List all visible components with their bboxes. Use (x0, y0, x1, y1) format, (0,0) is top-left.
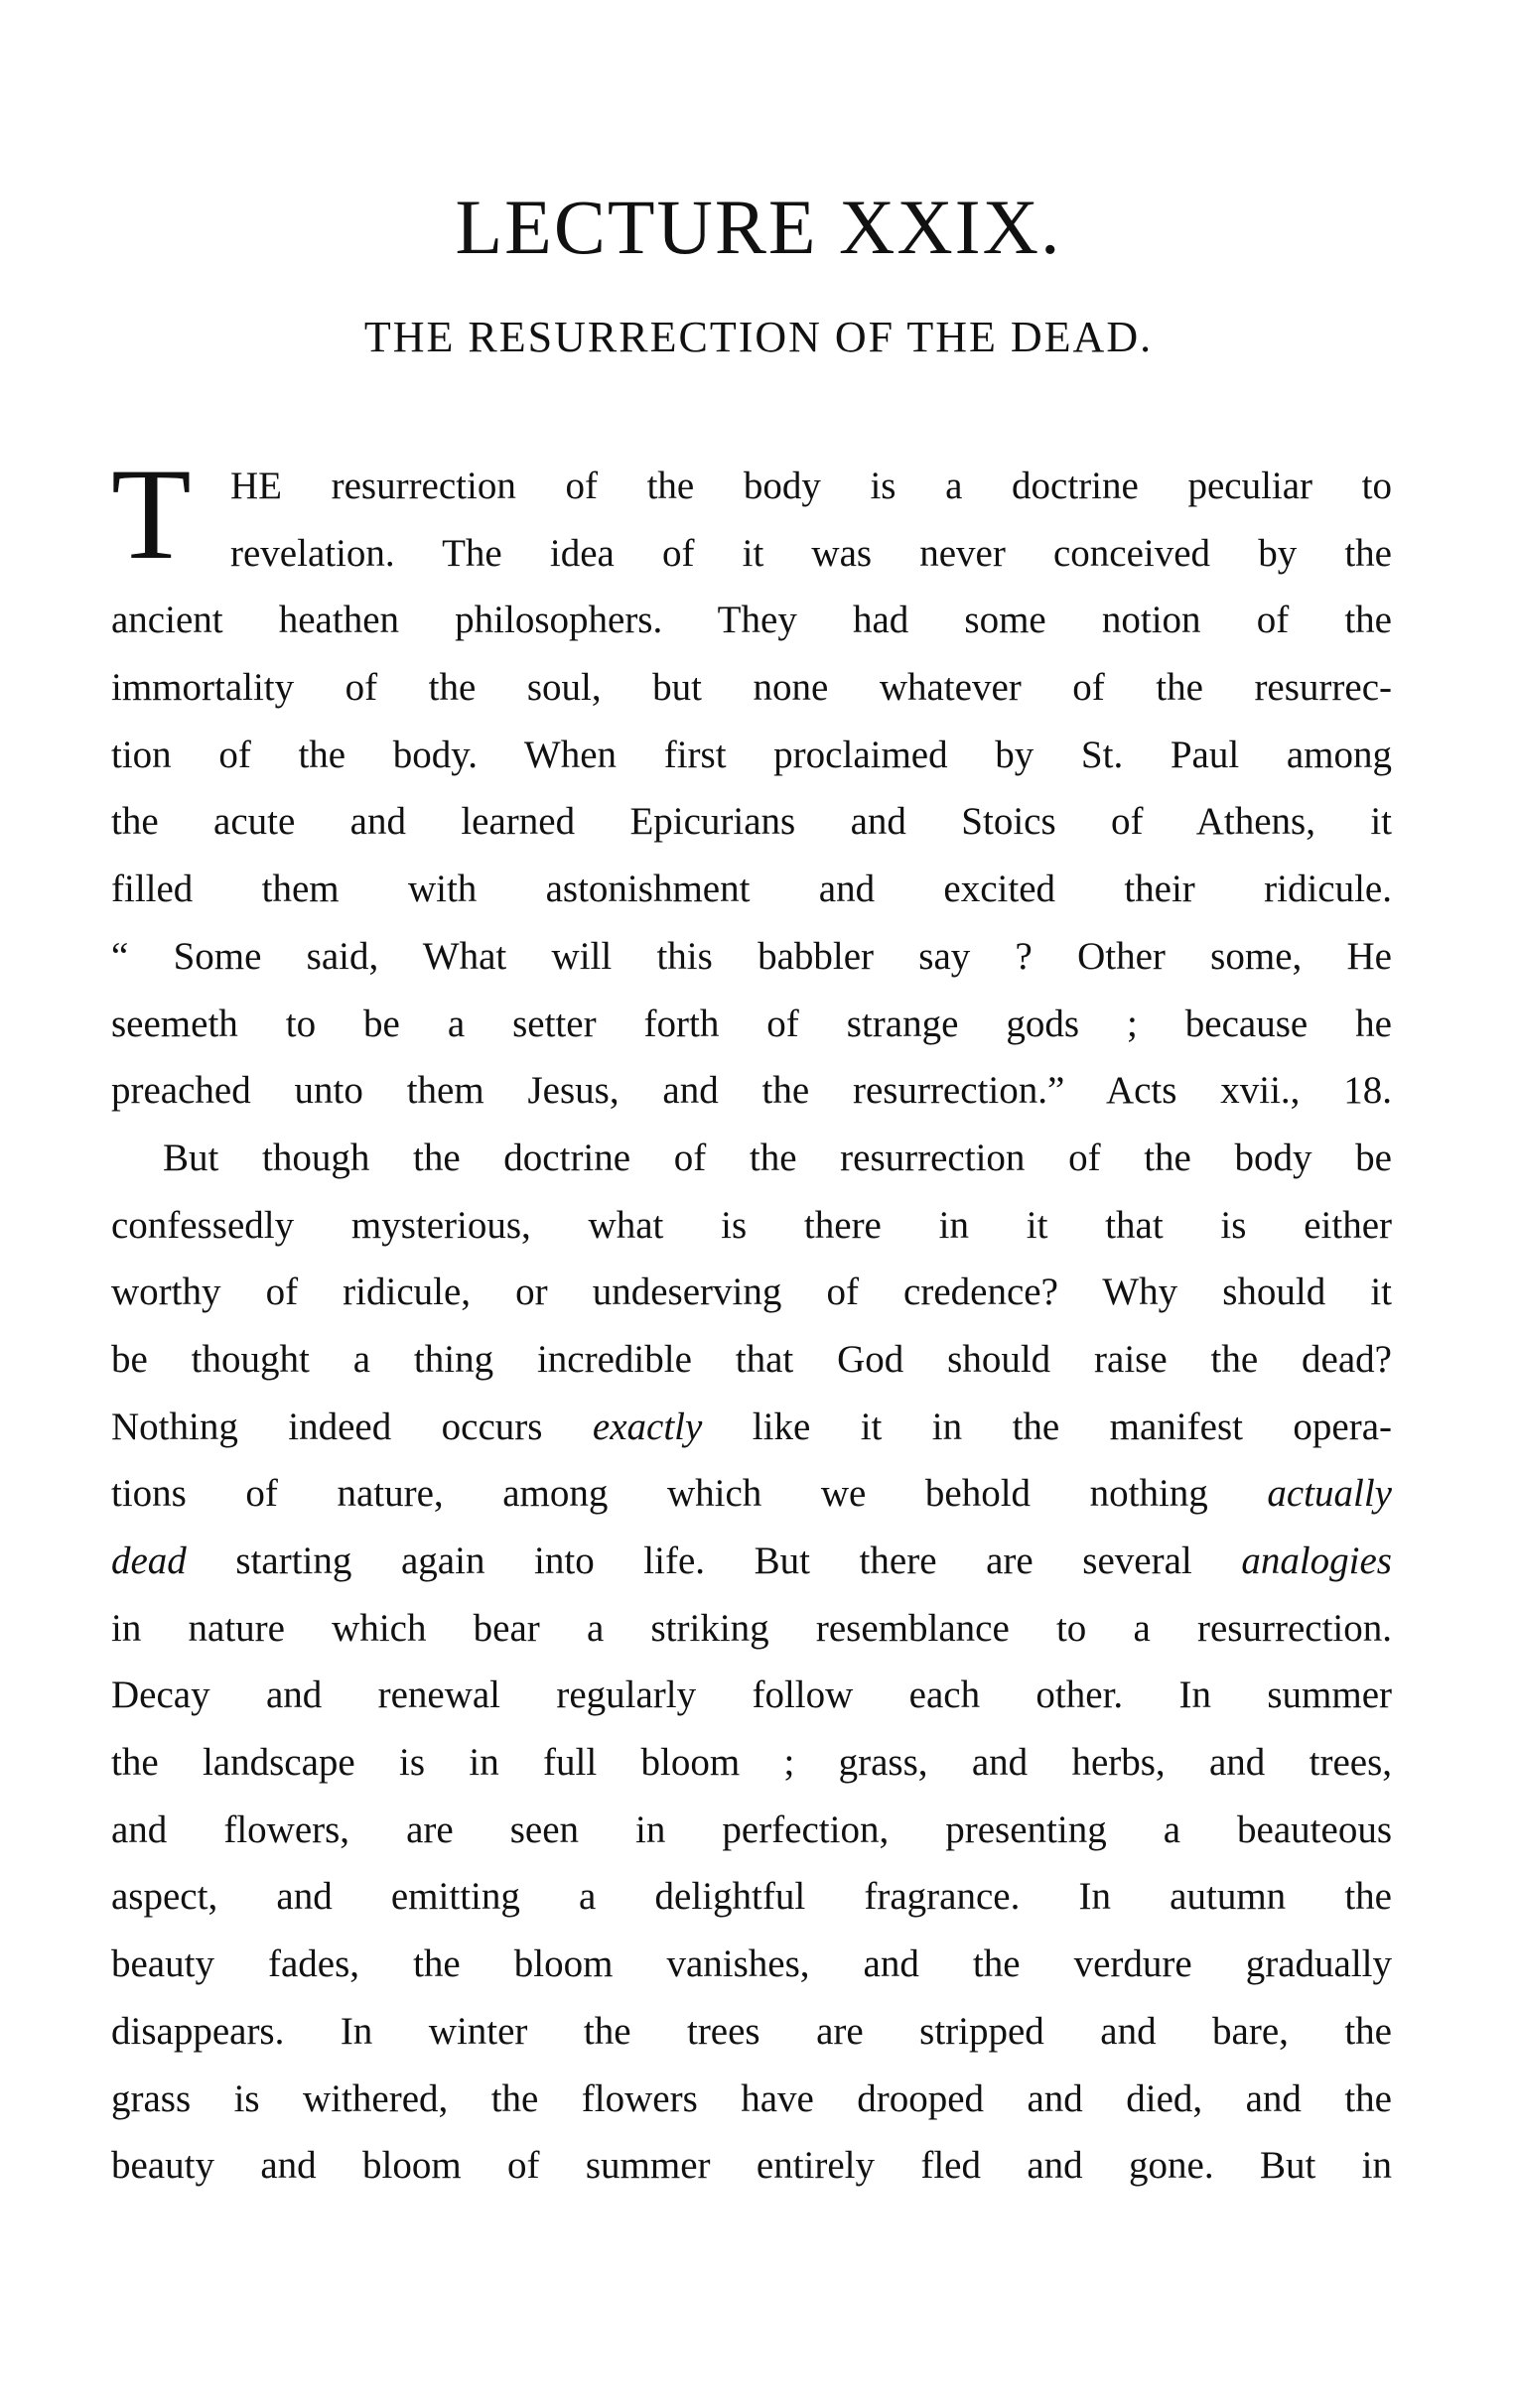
lecture-subtitle: THE RESURRECTION OF THE DEAD. (363, 313, 1154, 361)
text-segment: starting again into life. But there are several (186, 1539, 1242, 1582)
italic-text: analogies (1241, 1539, 1392, 1582)
text-line: HE resurrection of the body is a doctrine peculiar to (230, 465, 1392, 507)
text-line: worthy of ridicule, or undeserving of credence? Why should it (111, 1271, 1392, 1314)
text-line: seemeth to be a setter forth of strange gods ; because he (111, 1002, 1392, 1045)
text-line: Decay and renewal regularly follow each other. In summer (111, 1673, 1392, 1717)
text-line: aspect, and emitting a delightful fragrance. In autumn the (111, 1875, 1392, 1919)
italic-text: dead (111, 1539, 187, 1582)
text-line: in nature which bear a striking resemblance to a resurrection. (111, 1606, 1392, 1650)
text-line: immortality of the soul, but none whatever of the resurrec- (111, 666, 1392, 710)
text-line: the landscape is in full bloom ; grass, and herbs, and trees, (111, 1741, 1392, 1785)
text-line: filled them with astonishment and excited their ridicule. (111, 868, 1392, 911)
text-line: revelation. The idea of it was never conceived by the (230, 531, 1392, 575)
italic-text: exactly (592, 1405, 703, 1448)
drop-cap: T (111, 441, 192, 587)
text-line: But though the doctrine of the resurrection of the body be (163, 1136, 1392, 1179)
text-line: beauty and bloom of summer entirely fled and gone. But in (111, 2144, 1392, 2188)
text-line: disappears. In winter the trees are stripped and bare, the (111, 2009, 1392, 2053)
text-line (111, 1460, 1392, 1528)
text-line: the acute and learned Epicurians and Stoics of Athens, it (111, 800, 1392, 844)
text-line (111, 1394, 1392, 1461)
text-line: beauty fades, the bloom vanishes, and the verdure gradually (111, 1942, 1392, 1986)
text-line: ancient heathen philosophers. They had some notion of the (111, 599, 1392, 642)
text-segment: Nothing indeed occurs (111, 1405, 593, 1448)
text-segment: like it in the manifest opera- (702, 1405, 1392, 1448)
lecture-title: LECTURE XXIX. (455, 184, 1062, 270)
text-line: “ Some said, What will this babbler say ? Other some, He (111, 934, 1392, 978)
text-line: grass is withered, the flowers have drooped and died, and the (111, 2076, 1392, 2120)
text-line: and flowers, are seen in perfection, presenting a beauteous (111, 1807, 1392, 1851)
body-text (111, 453, 1392, 2200)
text-line: tion of the body. When first proclaimed by St. Paul among (111, 733, 1392, 776)
text-line: preached unto them Jesus, and the resurrection.” Acts xvii., 18. (111, 1069, 1392, 1113)
text-segment: tions of nature, among which we behold nothing (111, 1472, 1268, 1516)
text-line: confessedly mysterious, what is there in it that is either (111, 1203, 1392, 1247)
italic-text: actually (1267, 1472, 1392, 1516)
text-line: be thought a thing incredible that God should raise the dead? (111, 1337, 1392, 1381)
text-line (111, 1528, 1392, 1595)
